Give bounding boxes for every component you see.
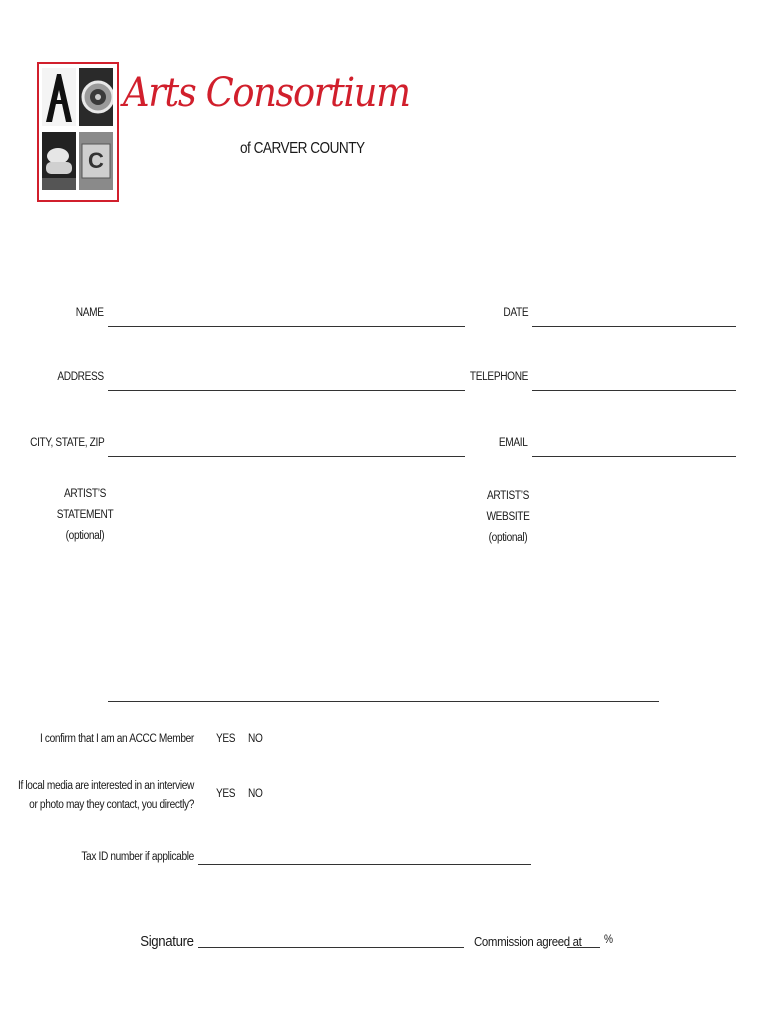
media-yes-option[interactable]: YES — [216, 788, 236, 800]
city-state-zip-field[interactable] — [108, 456, 465, 457]
city-state-zip-label: CITY, STATE, ZIP — [29, 437, 104, 449]
artist-website-line-3: (optional) — [488, 532, 528, 544]
media-no-option[interactable]: NO — [248, 788, 263, 800]
media-question — [18, 777, 194, 815]
artist-website-line-1: ARTIST’S — [487, 490, 529, 502]
email-field[interactable] — [532, 456, 736, 457]
percent-sign: % — [604, 934, 613, 946]
address-field[interactable] — [108, 390, 465, 391]
logo-tile-letter-c — [79, 132, 113, 190]
commission-label: Commission agreed at — [474, 934, 582, 949]
member-yes-option[interactable]: YES — [216, 733, 236, 745]
email-label: EMAIL — [499, 437, 528, 449]
artist-website-label — [468, 486, 547, 549]
date-field[interactable] — [532, 326, 736, 327]
statement-field[interactable] — [108, 701, 659, 702]
artist-statement-line-2: STATEMENT — [56, 509, 114, 521]
artist-statement-label — [45, 484, 124, 547]
logo-tile-letter-a — [42, 68, 76, 126]
brand-name: Arts Consortium — [123, 70, 410, 116]
artist-statement-line-1: ARTIST’S — [64, 488, 106, 500]
signature-field[interactable] — [198, 947, 464, 948]
tax-id-field[interactable] — [198, 864, 531, 865]
logo-tile-dial-icon — [79, 68, 113, 126]
name-field[interactable] — [108, 326, 465, 327]
address-label: ADDRESS — [57, 371, 104, 383]
logo-frame — [37, 62, 119, 202]
media-question-line-2: or photo may they contact, you directly? — [29, 799, 194, 811]
telephone-label: TELEPHONE — [469, 371, 528, 383]
artist-website-line-2: WEBSITE — [486, 511, 530, 523]
signature-label: Signature — [140, 933, 194, 950]
date-label: DATE — [503, 307, 528, 319]
logo-tile-hands-icon — [42, 132, 76, 190]
commission-field[interactable] — [567, 947, 600, 948]
tax-id-label: Tax ID number if applicable — [81, 851, 194, 863]
brand-subtitle: of CARVER COUNTY — [240, 140, 365, 157]
member-no-option[interactable]: NO — [248, 733, 263, 745]
media-question-line-1: If local media are interested in an interview — [18, 780, 194, 792]
name-label: NAME — [76, 307, 104, 319]
logo-letter-c: C — [88, 148, 104, 173]
telephone-field[interactable] — [532, 390, 736, 391]
member-question: I confirm that I am an ACCC Member — [40, 733, 194, 745]
artist-statement-line-3: (optional) — [65, 530, 105, 542]
